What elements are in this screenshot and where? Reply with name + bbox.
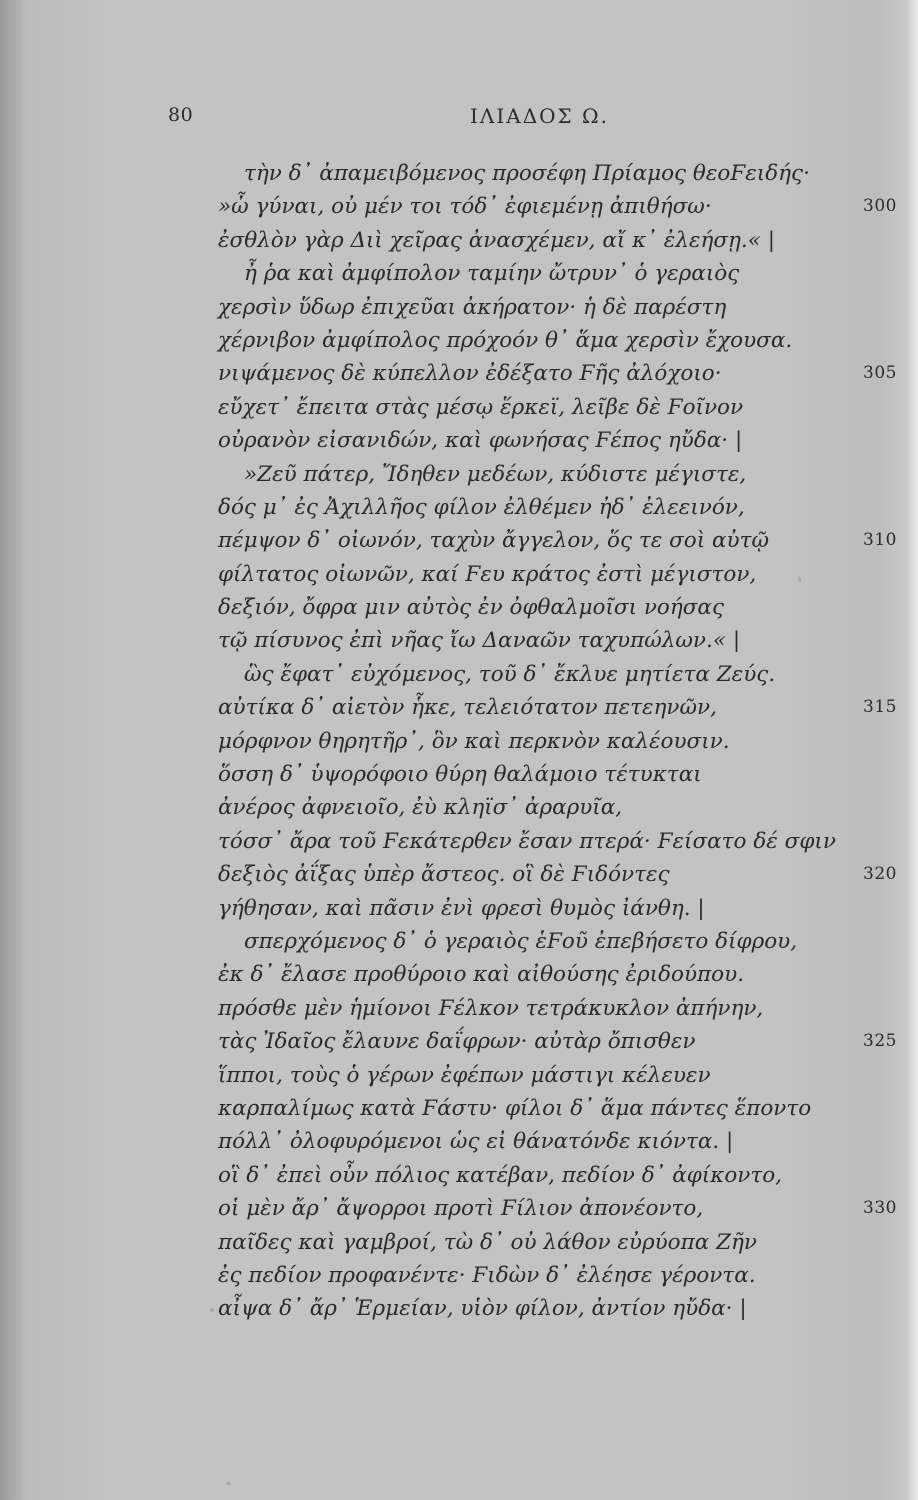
page-number: 80 (168, 104, 194, 126)
verse-text: ὅσση δ᾽ ὑψορόφοιο θύρη θαλάμοιο τέτυκται (218, 762, 702, 788)
verse-line (0, 224, 918, 257)
verse-line (0, 992, 918, 1025)
verse-line (0, 491, 918, 524)
line-number: 330 (863, 1198, 897, 1219)
verse-line (0, 958, 918, 991)
verse-line (0, 190, 918, 223)
verse-line (0, 892, 918, 925)
verse-line (0, 1259, 918, 1292)
running-title: ΙΛΙΑΔΟΣ Ω. (470, 104, 609, 128)
verse-text: πόλλ᾽ ὀλοφυρόμενοι ὡς εἰ θάνατόνδε κιόντα. | (218, 1129, 734, 1155)
verse-text: οἱ μὲν ἄρ᾽ ἄψορροι προτὶ Ϝίλιον ἀπονέοντο, (218, 1196, 704, 1222)
verse-text: παῖδες καὶ γαμβροί, τὼ δ᾽ οὐ λάθον εὐρύοπα Ζῆν (218, 1229, 757, 1255)
line-number: 325 (863, 1031, 897, 1052)
verse-text: »Ζεῦ πάτερ, Ἴδηθεν μεδέων, κύδιστε μέγιστε, (244, 461, 747, 487)
verse-line (0, 858, 918, 891)
line-number: 310 (863, 530, 897, 551)
verse-line (0, 357, 918, 390)
verse-line (0, 257, 918, 290)
verse-text: ἐκ δ᾽ ἔλασε προθύροιο καὶ αἰθούσης ἐριδούπου. (218, 962, 745, 988)
line-number: 300 (863, 196, 897, 217)
verse-text: φίλτατος οἰωνῶν, καί Ϝευ κράτος ἐστὶ μέγιστον, (218, 561, 757, 587)
verse-line (0, 658, 918, 691)
verse-line (0, 524, 918, 557)
ink-speck (226, 1482, 231, 1485)
verse-line (0, 758, 918, 791)
verse-line (0, 291, 918, 324)
verse-text: τόσσ᾽ ἄρα τοῦ Ϝεκάτερθεν ἔσαν πτερά· Ϝείσατο δέ σφιν (218, 828, 836, 854)
verse-line (0, 1159, 918, 1192)
line-number: 315 (863, 697, 897, 718)
verse-line (0, 591, 918, 624)
verse-text: γήθησαν, καὶ πᾶσιν ἐνὶ φρεσὶ θυμὸς ἰάνθη. | (218, 895, 705, 921)
verse-text: ἐς πεδίον προφανέντε· Ϝιδὼν δ᾽ ἐλέησε γέροντα. (218, 1262, 756, 1288)
verse-text: πέμψον δ᾽ οἰωνόν, ταχὺν ἄγγελον, ὅς τε σοὶ αὐτῷ (218, 528, 770, 554)
verse-line (0, 791, 918, 824)
verse-block (0, 157, 918, 1326)
verse-line (0, 157, 918, 190)
verse-line (0, 1226, 918, 1259)
ink-speck (210, 1308, 214, 1312)
verse-text: δεξιόν, ὄφρα μιν αὐτὸς ἐν ὀφθαλμοῖσι νοήσας (218, 595, 724, 621)
verse-text: ἀνέρος ἀφνειοῖο, ἐὺ κληϊσ᾽ ἀραρυῖα, (218, 795, 623, 821)
verse-text: πρόσθε μὲν ἡμίονοι Ϝέλκον τετράκυκλον ἀπήνην, (218, 995, 764, 1021)
verse-text: νιψάμενος δὲ κύπελλον ἐδέξατο Ϝῆς ἀλόχοιο· (218, 361, 722, 387)
verse-text: δεξιὸς ἀΐξας ὑπὲρ ἄστεος. οἳ δὲ Ϝιδόντες (218, 862, 670, 888)
verse-text: οἳ δ᾽ ἐπεὶ οὖν πόλιος κατέβαν, πεδίον δ᾽ ἀφίκοντο, (218, 1162, 783, 1188)
verse-text: ὣς ἔφατ᾽ εὐχόμενος, τοῦ δ᾽ ἔκλυε μητίετα Ζεύς. (244, 661, 776, 687)
verse-text: εὔχετ᾽ ἔπειτα στὰς μέσῳ ἕρκεϊ, λεῖβε δὲ Ϝοῖνον (218, 394, 744, 420)
verse-text: καρπαλίμως κατὰ Ϝάστυ· φίλοι δ᾽ ἅμα πάντες ἕποντο (218, 1095, 812, 1121)
verse-line (0, 1025, 918, 1058)
verse-text: ἵπποι, τοὺς ὁ γέρων ἐφέπων μάστιγι κέλευεν (218, 1062, 711, 1088)
verse-text: οὐρανὸν εἰσανιδών, καὶ φωνήσας Ϝέπος ηὔδα· | (218, 428, 743, 454)
verse-text: τῷ πίσυνος ἐπὶ νῆας ἴω Δαναῶν ταχυπώλων.« | (218, 628, 741, 654)
verse-line (0, 1059, 918, 1092)
verse-line (0, 424, 918, 457)
verse-text: »ὦ γύναι, οὐ μέν τοι τόδ᾽ ἐφιεμένῃ ἀπιθήσω· (218, 194, 712, 220)
verse-text: τὴν δ᾽ ἀπαμειβόμενος προσέφη Πρίαμος θεοϜειδής· (244, 161, 810, 186)
line-number: 320 (863, 864, 897, 885)
page-header (0, 100, 918, 136)
verse-line (0, 558, 918, 591)
verse-text: ἦ ῥα καὶ ἀμφίπολον ταμίην ὤτρυν᾽ ὁ γεραιὸς (244, 261, 740, 287)
verse-line (0, 1292, 918, 1325)
verse-text: μόρφνον θηρητῆρ᾽, ὃν καὶ περκνὸν καλέουσιν. (218, 728, 730, 754)
verse-line (0, 391, 918, 424)
verse-line (0, 1125, 918, 1158)
verse-line (0, 1192, 918, 1225)
line-number: 305 (863, 363, 897, 384)
ink-speck (798, 577, 801, 582)
verse-line (0, 324, 918, 357)
verse-line (0, 624, 918, 657)
verse-text: χέρνιβον ἀμφίπολος πρόχοόν θ᾽ ἅμα χερσὶν ἔχουσα. (218, 327, 793, 353)
verse-line (0, 458, 918, 491)
verse-line (0, 925, 918, 958)
verse-line (0, 825, 918, 858)
verse-line (0, 725, 918, 758)
verse-text: αἶψα δ᾽ ἄρ᾽ Ἑρμείαν, υἱὸν φίλον, ἀντίον ηὔδα· | (218, 1296, 747, 1322)
verse-line (0, 1092, 918, 1125)
verse-text: δός μ᾽ ἐς Ἀχιλλῆος φίλον ἐλθέμεν ἠδ᾽ ἐλεεινόν, (218, 494, 745, 520)
verse-text: αὐτίκα δ᾽ αἰετὸν ἧκε, τελειότατον πετεηνῶν, (218, 695, 717, 721)
verse-text: ἐσθλὸν γὰρ Διὶ χεῖρας ἀνασχέμεν, αἴ κ᾽ ἐλεήσῃ.« | (218, 227, 775, 253)
verse-line (0, 691, 918, 724)
verse-text: τὰς Ἰδαῖος ἔλαυνε δαΐφρων· αὐτὰρ ὄπισθεν (218, 1029, 696, 1055)
verse-text: χερσὶν ὕδωρ ἐπιχεῦαι ἀκήρατον· ἡ δὲ παρέστη (218, 294, 727, 320)
verse-text: σπερχόμενος δ᾽ ὁ γεραιὸς ἑϜοῦ ἐπεβήσετο δίφρου, (244, 928, 798, 954)
